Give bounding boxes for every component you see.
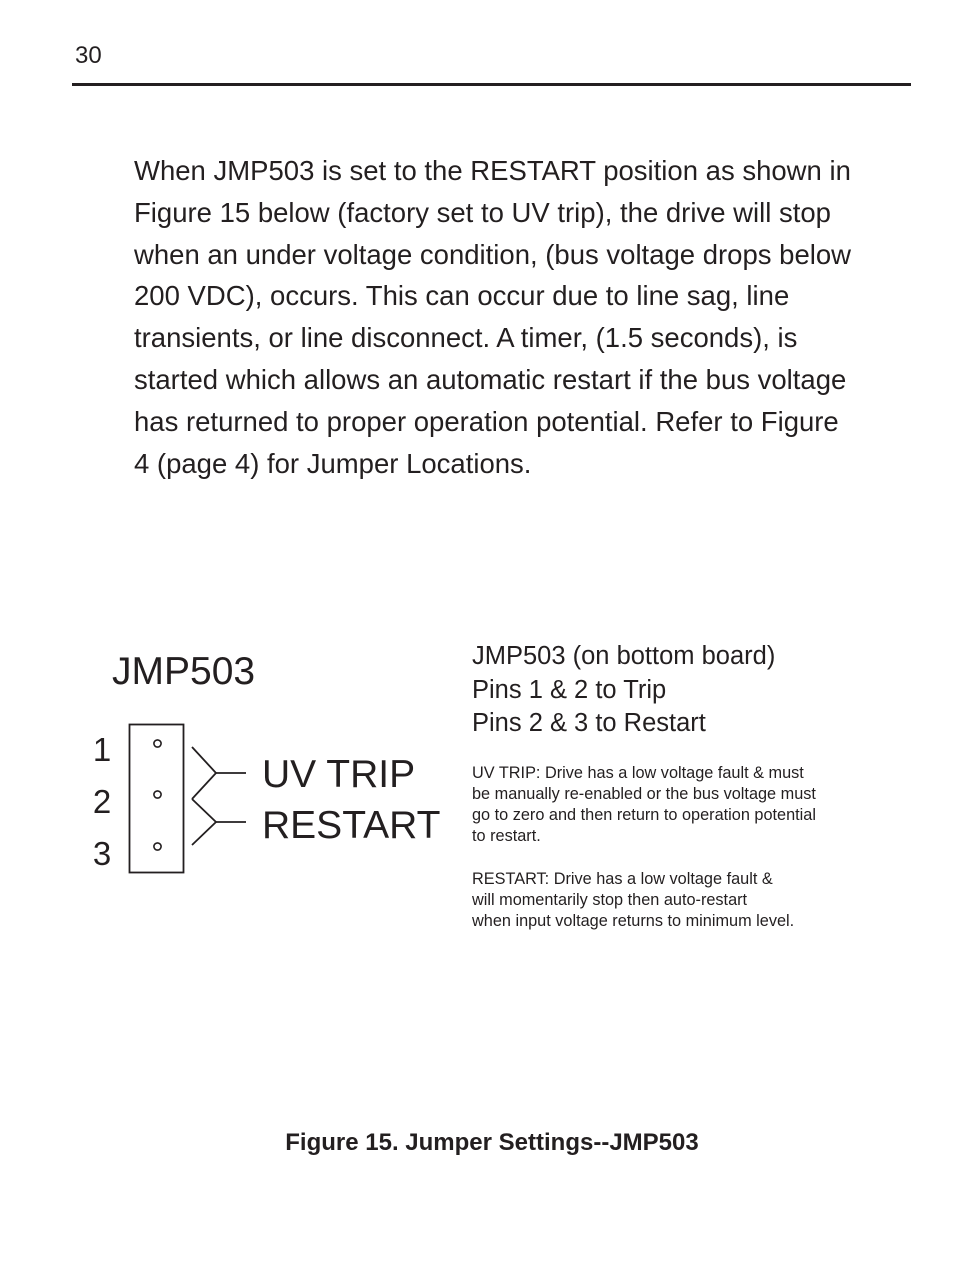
jumper-title: JMP503 — [112, 650, 256, 693]
body-line: 200 VDC), occurs. This can occur due to line sag, line — [134, 280, 790, 312]
restart-description — [472, 869, 902, 932]
restart-desc-line: will momentarily stop then auto-restart — [472, 890, 748, 909]
body-line: 4 (page 4) for Jumper Locations. — [134, 447, 532, 479]
pin-number-3: 3 — [92, 835, 112, 872]
body-line: When JMP503 is set to the RESTART position as shown in — [134, 155, 851, 186]
body-line: has returned to proper operation potential. Refer to Figure — [134, 405, 839, 437]
body-paragraph — [134, 150, 914, 484]
body-line: transients, or line disconnect. A timer, (1.5 seconds), is — [134, 322, 798, 354]
uv-trip-description — [472, 763, 902, 847]
notes-header-line: Pins 1 & 2 to Trip — [472, 675, 667, 704]
notes-header-line: Pins 2 & 3 to Restart — [472, 709, 706, 737]
body-line: Figure 15 below (factory set to UV trip), the drive will stop — [134, 196, 831, 228]
uv-trip-desc-line: UV TRIP: Drive has a low voltage fault & must — [472, 763, 804, 782]
uv-trip-desc-line: be manually re-enabled or the bus voltage must — [472, 784, 816, 803]
jumper-diagram — [120, 715, 250, 880]
uv-trip-label: UV TRIP — [262, 753, 416, 796]
restart-label: RESTART — [262, 804, 441, 847]
pin-number-2: 2 — [92, 783, 112, 820]
page-number: 30 — [75, 42, 102, 69]
restart-bracket — [192, 799, 216, 845]
restart-desc-line: when input voltage returns to minimum level. — [472, 911, 795, 930]
pin-number-1: 1 — [92, 731, 112, 768]
figure-caption: Figure 15. Jumper Settings--JMP503 — [285, 1129, 699, 1156]
body-line: started which allows an automatic restart if the bus voltage — [134, 363, 847, 395]
restart-desc-line: RESTART: Drive has a low voltage fault & — [472, 869, 773, 888]
uv-trip-desc-line: to restart. — [472, 826, 541, 845]
body-line: when an under voltage condition, (bus voltage drops below — [134, 238, 852, 270]
pin-3-hole — [154, 843, 161, 850]
pin-2-hole — [154, 791, 161, 798]
uv-trip-bracket — [192, 747, 216, 799]
pin-1-hole — [154, 740, 161, 747]
notes-header-line: JMP503 (on bottom board) — [472, 642, 776, 670]
uv-trip-desc-line: go to zero and then return to operation potential — [472, 805, 816, 824]
jumper-notes — [472, 640, 902, 932]
header-rule — [72, 83, 911, 86]
